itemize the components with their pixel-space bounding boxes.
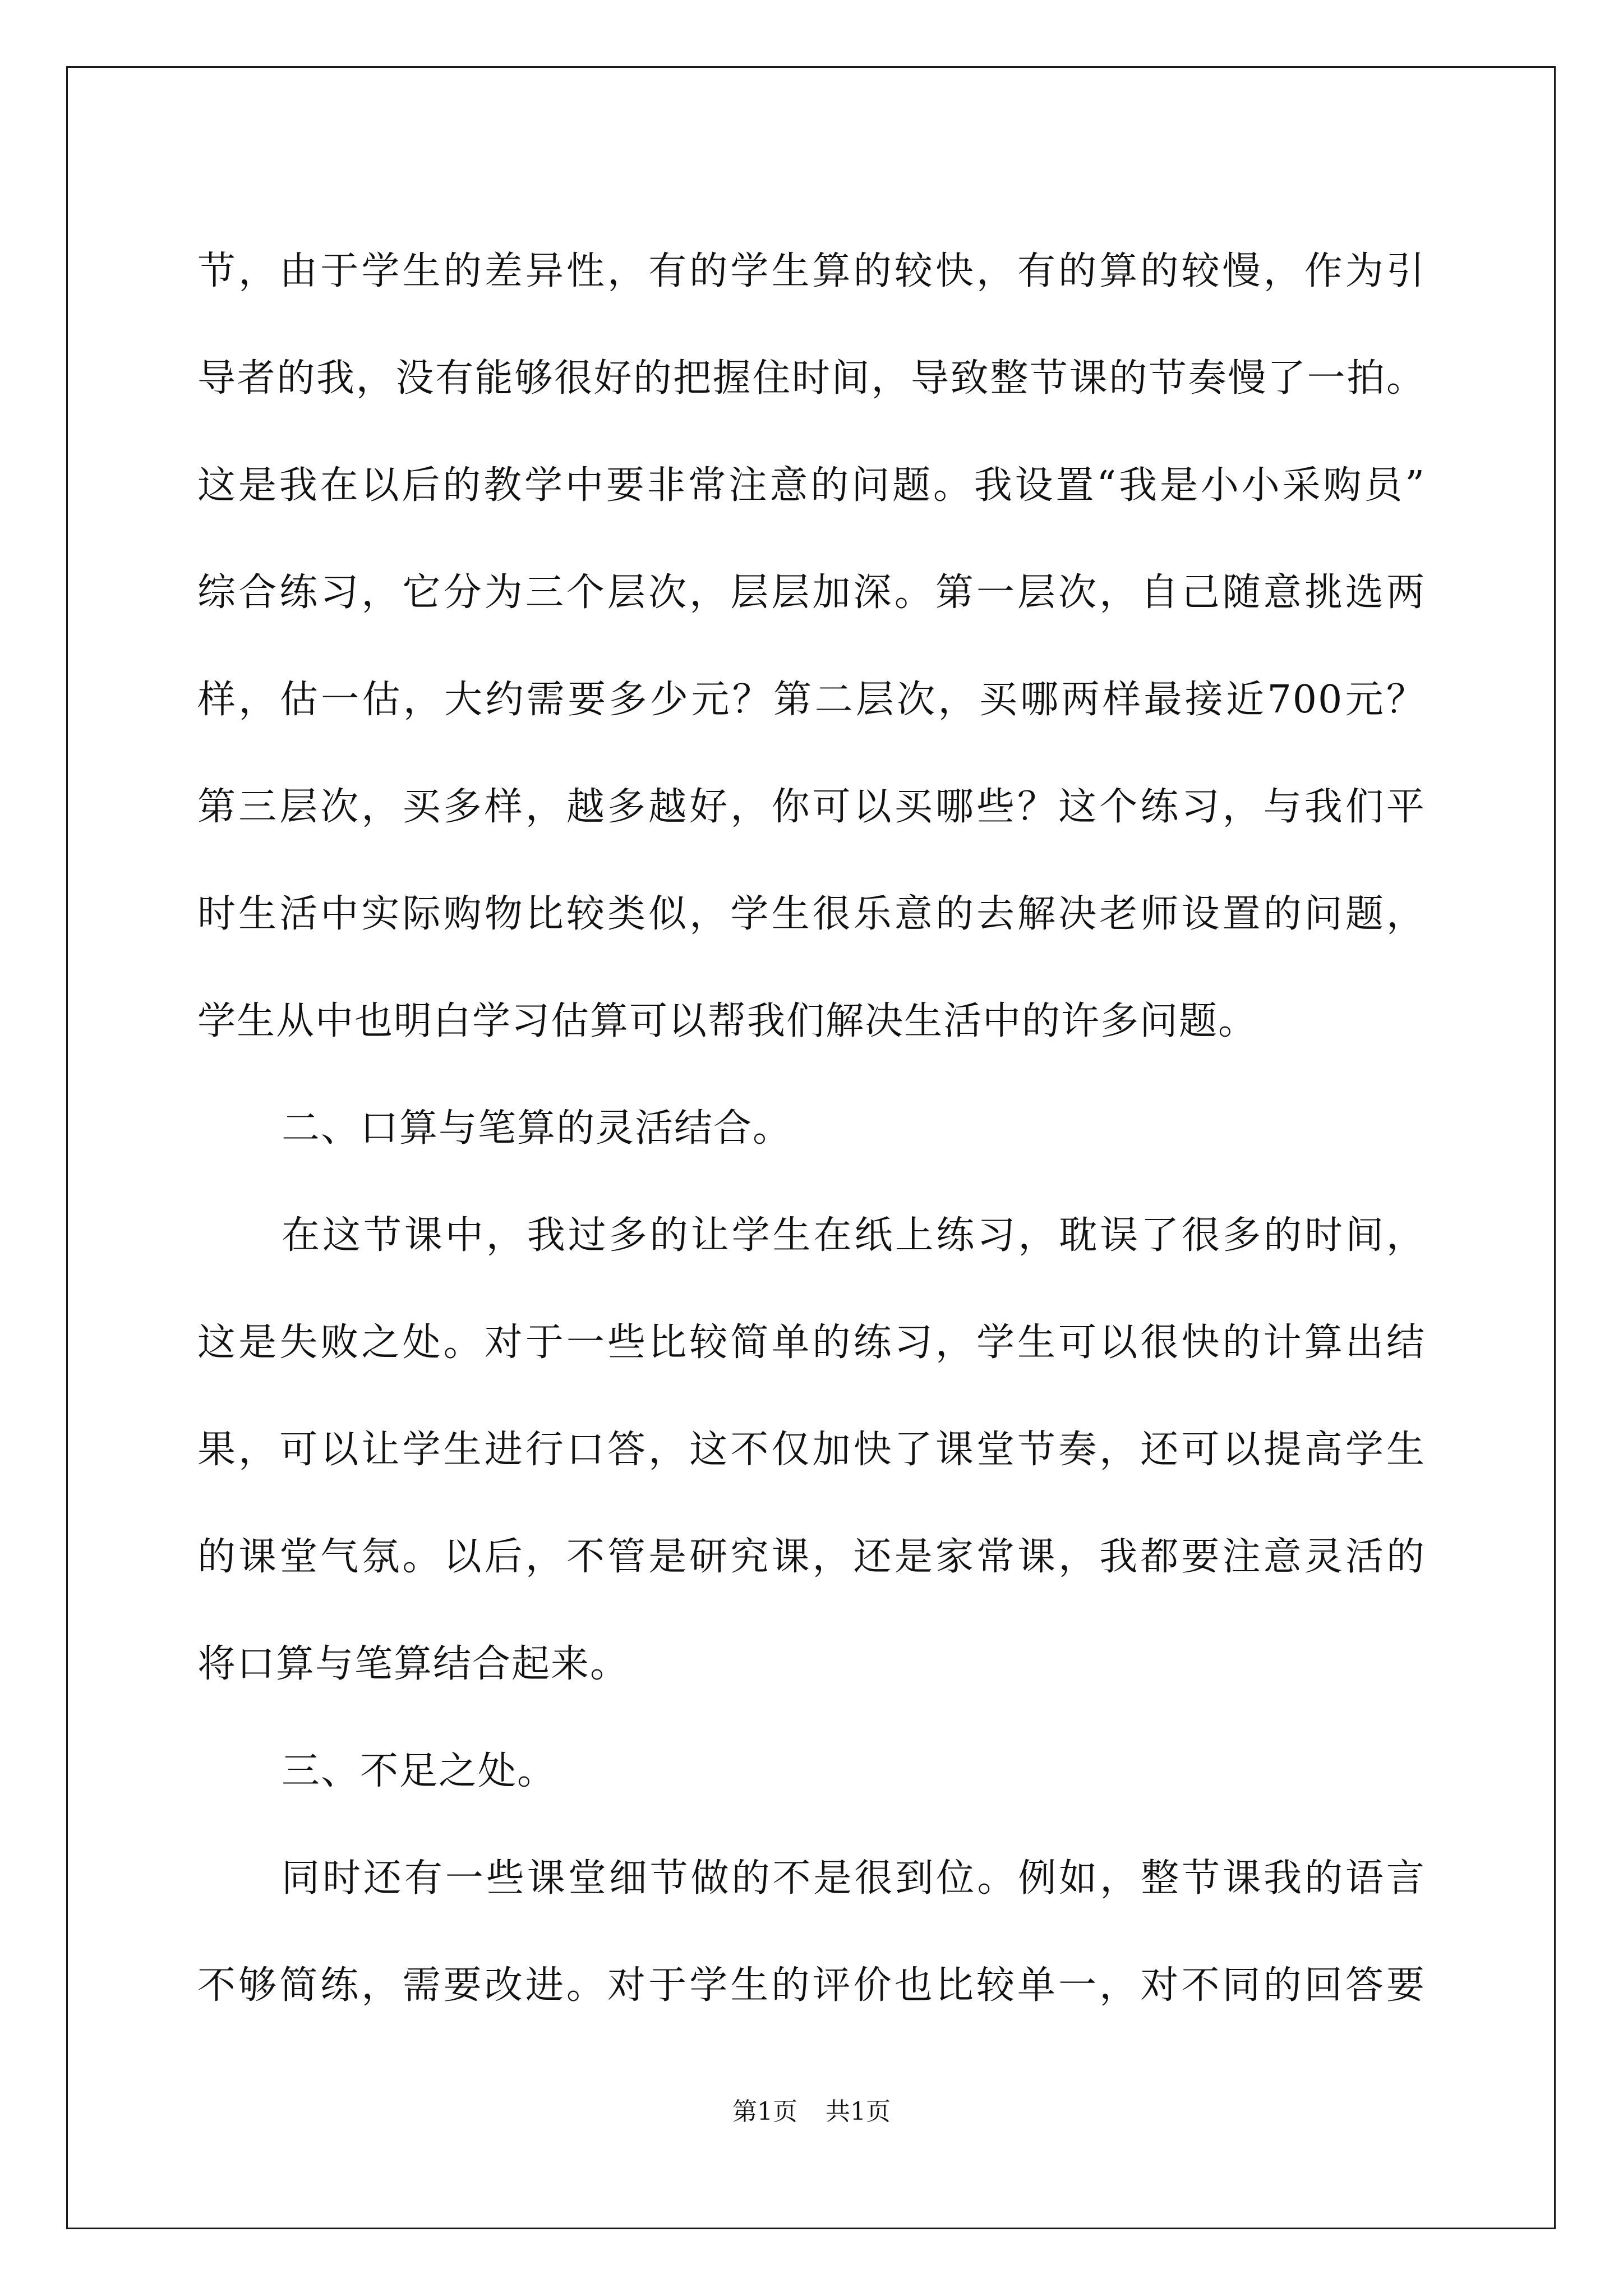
section-heading: 二、口算与笔算的灵活结合。 — [282, 1106, 792, 1151]
text-line: 将口算与笔算结合起来。 — [197, 1642, 630, 1686]
text-line: 第三层次，买多样，越多越好，你可以买哪些？这个练习，与我们平 — [197, 785, 1426, 829]
text-line: 样，估一估，大约需要多少元？第二层次，买哪两样最接近700元？ — [197, 678, 1426, 722]
text-line: 综合练习，它分为三个层次，层层加深。第一层次，自己随意挑选两 — [197, 570, 1426, 615]
text-line: 果，可以让学生进行口答，这不仅加快了课堂节奏，还可以提高学生 — [197, 1428, 1426, 1472]
text-line: 导者的我，没有能够很好的把握住时间，导致整节课的节奏慢了一拍。 — [197, 356, 1426, 401]
page-total: 共1页 — [826, 2097, 891, 2126]
text-line: 节，由于学生的差异性，有的学生算的较快，有的算的较慢，作为引 — [197, 249, 1426, 293]
text-line: 的课堂气氛。以后，不管是研究课，还是家常课，我都要注意灵活的 — [197, 1535, 1426, 1579]
text-line: 不够简练，需要改进。对于学生的评价也比较单一，对不同的回答要 — [197, 1963, 1426, 2008]
page-footer — [0, 2091, 1623, 2127]
page-number: 第1页 — [732, 2097, 797, 2126]
section-heading: 三、不足之处。 — [282, 1749, 557, 1793]
document-body — [197, 218, 1426, 2039]
text-line: 这是失败之处。对于一些比较简单的练习，学生可以很快的计算出结 — [197, 1320, 1426, 1365]
text-line: 这是我在以后的教学中要非常注意的问题。我设置“我是小小采购员” — [197, 463, 1426, 508]
text-line: 在这节课中，我过多的让学生在纸上练习，耽误了很多的时间， — [282, 1213, 1426, 1258]
text-line: 时生活中实际购物比较类似，学生很乐意的去解决老师设置的问题， — [197, 892, 1426, 936]
text-line: 学生从中也明白学习估算可以帮我们解决生活中的许多问题。 — [197, 999, 1258, 1043]
text-line: 同时还有一些课堂细节做的不是很到位。例如，整节课我的语言 — [282, 1856, 1426, 1901]
